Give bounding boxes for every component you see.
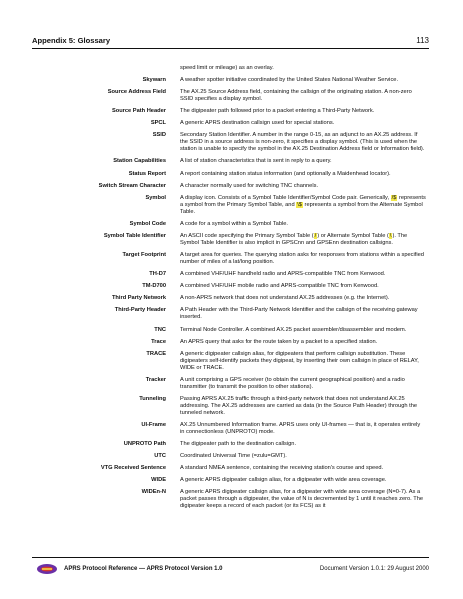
glossary-term: TRACE <box>146 350 166 357</box>
glossary-entry <box>32 252 429 266</box>
glossary-term: VTG Received Sentence <box>100 465 166 472</box>
glossary-entry <box>32 489 429 510</box>
definition-text: A unit comprising a GPS receiver (to obtain the current geographical position) and a radio transmitter (to transmit the position to other stations). <box>180 376 405 390</box>
definition-text: A non-APRS network that does not understand AX.25 addresses (e.g. the Internet). <box>180 295 390 302</box>
definition-text: Coordinated Universal Time (=zulu=GMT). <box>180 453 287 460</box>
glossary-term: Trace <box>151 338 166 345</box>
glossary-definition <box>180 171 426 178</box>
definition-text: A display icon. Consists of a Symbol Table Identifier/Symbol Code pair. Generically, <box>180 194 391 201</box>
glossary-definition <box>180 295 426 302</box>
glossary-definition <box>180 453 426 460</box>
glossary-entry <box>32 283 429 290</box>
glossary-term: Tracker <box>145 376 166 383</box>
page-footer <box>32 557 429 578</box>
glossary-term: Third Party Network <box>111 295 166 302</box>
definition-text: Secondary Station Identifier. A number in the range 0-15, as an adjunct to an AX.25 address. If the SSID in a source address is non-zero, it specifies a display symbol. (This is used when the station is unable to specify the symbol in the AX.25 Destination Address field or Information field). <box>180 132 425 153</box>
glossary-definition <box>180 233 426 247</box>
glossary-definition <box>180 108 426 115</box>
glossary-definition <box>180 477 426 484</box>
definition-text: A combined VHF/UHF handheld radio and APRS-compatible TNC from Kenwood. <box>180 271 386 278</box>
glossary-entry <box>32 441 429 448</box>
glossary-definition <box>180 283 426 290</box>
highlighted-code: \ <box>389 232 392 239</box>
glossary-entry <box>32 477 429 484</box>
glossary-entry <box>32 422 429 436</box>
glossary-definition <box>180 195 426 216</box>
glossary-entry <box>32 339 429 346</box>
glossary-list <box>32 77 429 516</box>
definition-text: A generic digipeater callsign alias, for digipeaters that perform callsign substitution. These digipeaters self-identify packets they digipeat, by inserting their own callsign in place of RELAY, WIDE or TRACE. <box>180 350 419 371</box>
glossary-definition <box>180 271 426 278</box>
definition-text: An ASCII code specifying the Primary Symbol Table ( <box>180 232 314 239</box>
glossary-definition <box>180 307 426 321</box>
glossary-entry <box>32 295 429 302</box>
glossary-term: Tunneling <box>139 395 166 402</box>
glossary-term: SPCL <box>150 120 166 127</box>
glossary-term: Source Path Header <box>111 108 166 115</box>
definition-text: represents a symbol from the Primary Symbol Table, and <box>180 194 426 208</box>
glossary-term: Symbol Code <box>129 220 166 227</box>
glossary-term: WIDE <box>151 477 166 484</box>
glossary-definition <box>180 252 426 266</box>
definition-text: The digipeater path to the destination callsign. <box>180 441 297 448</box>
glossary-term: SSID <box>152 132 166 139</box>
glossary-entry <box>32 158 429 165</box>
glossary-term: Switch Stream Character <box>98 182 166 189</box>
definition-text: A combined VHF/UHF mobile radio and APRS-compatible TNC from Kenwood. <box>180 283 379 290</box>
definition-text: A code for a symbol within a Symbol Table. <box>180 220 289 227</box>
glossary-definition <box>180 132 426 153</box>
glossary-term: UI-Frame <box>141 421 166 428</box>
glossary-definition <box>180 396 426 417</box>
definition-text: Passing APRS AX.25 traffic through a third-party network that does not understand AX.25 addressing. The AX.25 addresses are carried as data (in the Source Path Header) through the tunneled network. <box>180 395 418 416</box>
aprs-logo-icon <box>36 563 58 575</box>
definition-text: AX.25 Unnumbered Information frame. APRS uses only UI-frames — that is, it operates entirely in connectionless (UNPROTO) mode. <box>180 421 421 435</box>
highlighted-code: /$ <box>391 194 397 201</box>
definition-text: A target area for queries. The querying station asks for responses from stations within a specified number of miles of a lat/long position. <box>180 252 424 266</box>
definition-text: A report containing station status information (and optionally a Maidenhead locator). <box>180 170 391 177</box>
glossary-entry <box>32 396 429 417</box>
page-header <box>32 34 429 49</box>
glossary-term: UNPROTO Path <box>123 441 166 448</box>
glossary-definition <box>180 422 426 436</box>
definition-text: A weather spotter initiative coordinated by the United States National Weather Service. <box>180 77 399 83</box>
definition-text: A character normally used for switching TNC channels. <box>180 182 319 189</box>
glossary-term: WIDEn-N <box>141 489 166 496</box>
glossary-definition <box>180 221 426 228</box>
definition-text: Terminal Node Controller. A combined AX.25 packet assembler/disassembler and modem. <box>180 326 407 333</box>
glossary-entry <box>32 120 429 127</box>
glossary-entry <box>32 132 429 153</box>
glossary-definition <box>180 339 426 346</box>
definition-text: An APRS query that asks for the route taken by a packet to a specified station. <box>180 338 378 345</box>
definition-text: A Path Header with the Third-Party Network Identifier and the callsign of the receiving gateway inserted. <box>180 307 418 321</box>
footer-title: APRS Protocol Reference — APRS Protocol Version 1.0 <box>64 566 223 572</box>
glossary-entry <box>32 307 429 321</box>
glossary-entry <box>32 377 429 391</box>
glossary-entry <box>32 453 429 460</box>
glossary-term: Skywarn <box>142 77 166 83</box>
glossary-definition <box>180 89 426 103</box>
glossary-entry <box>32 271 429 278</box>
glossary-term: Status Report <box>128 170 166 177</box>
glossary-entry <box>32 89 429 103</box>
glossary-entry <box>32 465 429 472</box>
highlighted-code: / <box>314 232 317 239</box>
glossary-entry <box>32 77 429 84</box>
definition-text: A generic APRS destination callsign used for special stations. <box>180 120 335 127</box>
glossary-definition <box>180 441 426 448</box>
glossary-definition <box>180 327 426 334</box>
section-title: Appendix 5: Glossary <box>32 36 111 45</box>
glossary-entry <box>32 221 429 228</box>
definition-text: ). The Symbol Table Identifier is also implicit in GPSCnn and GPSEnn destination callsigns. <box>180 232 408 246</box>
glossary-term: Source Address Field <box>107 89 166 96</box>
glossary-entry <box>32 183 429 190</box>
glossary-term: Station Capabilities <box>113 158 166 165</box>
glossary-term: Symbol <box>145 194 166 201</box>
definition-text: ) or Alternate Symbol Table ( <box>317 232 389 239</box>
glossary-definition <box>180 158 426 165</box>
document-version: Document Version 1.0.1: 29 August 2000 <box>319 566 429 572</box>
definition-text: A generic APRS digipeater callsign alias, for a digipeater with wide area coverage. <box>180 477 387 484</box>
glossary-term: Third-Party Header <box>114 307 166 314</box>
glossary-term: TH-D7 <box>149 271 166 278</box>
definition-text: represents a symbol from the Alternate Symbol Table. <box>180 201 423 215</box>
glossary-term: Target Footprint <box>122 252 166 259</box>
definition-text: The digipeater path followed prior to a packet entering a Third-Party Network. <box>180 108 375 115</box>
definition-text: The AX.25 Source Address field, containing the callsign of the originating station. A non-zero SSID specifies a display symbol. <box>180 89 412 103</box>
glossary-definition <box>180 489 426 510</box>
glossary-definition <box>180 120 426 127</box>
glossary-term: Symbol Table Identifier <box>103 232 166 239</box>
glossary-definition <box>180 351 426 372</box>
highlighted-code: \$ <box>297 201 302 208</box>
glossary-entry <box>32 171 429 178</box>
glossary-definition <box>180 77 426 84</box>
continued-definition: speed limit or mileage) as an overlay. <box>180 65 274 71</box>
page-number: 113 <box>416 36 429 45</box>
glossary-entry <box>32 233 429 247</box>
glossary-term: TM-D700 <box>142 283 166 290</box>
glossary-entry <box>32 351 429 372</box>
definition-text: A standard NMEA sentence, containing the receiving station's course and speed. <box>180 465 384 472</box>
glossary-term: TNC <box>154 326 166 333</box>
definition-text: A list of station characteristics that is sent in reply to a query. <box>180 158 332 165</box>
glossary-entry <box>32 195 429 216</box>
definition-text: A generic APRS digipeater callsign alias, for a digipeater with wide area coverage (N=0-7). As a packet passes through a digipeater, the value of N is decremented by 1 until it reaches zero. The digipeater keeps a record of each packet (or its FCS) as it <box>180 489 424 510</box>
glossary-term: UTC <box>154 453 166 460</box>
glossary-entry <box>32 108 429 115</box>
glossary-definition <box>180 465 426 472</box>
glossary-definition <box>180 183 426 190</box>
glossary-definition <box>180 377 426 391</box>
glossary-entry <box>32 327 429 334</box>
